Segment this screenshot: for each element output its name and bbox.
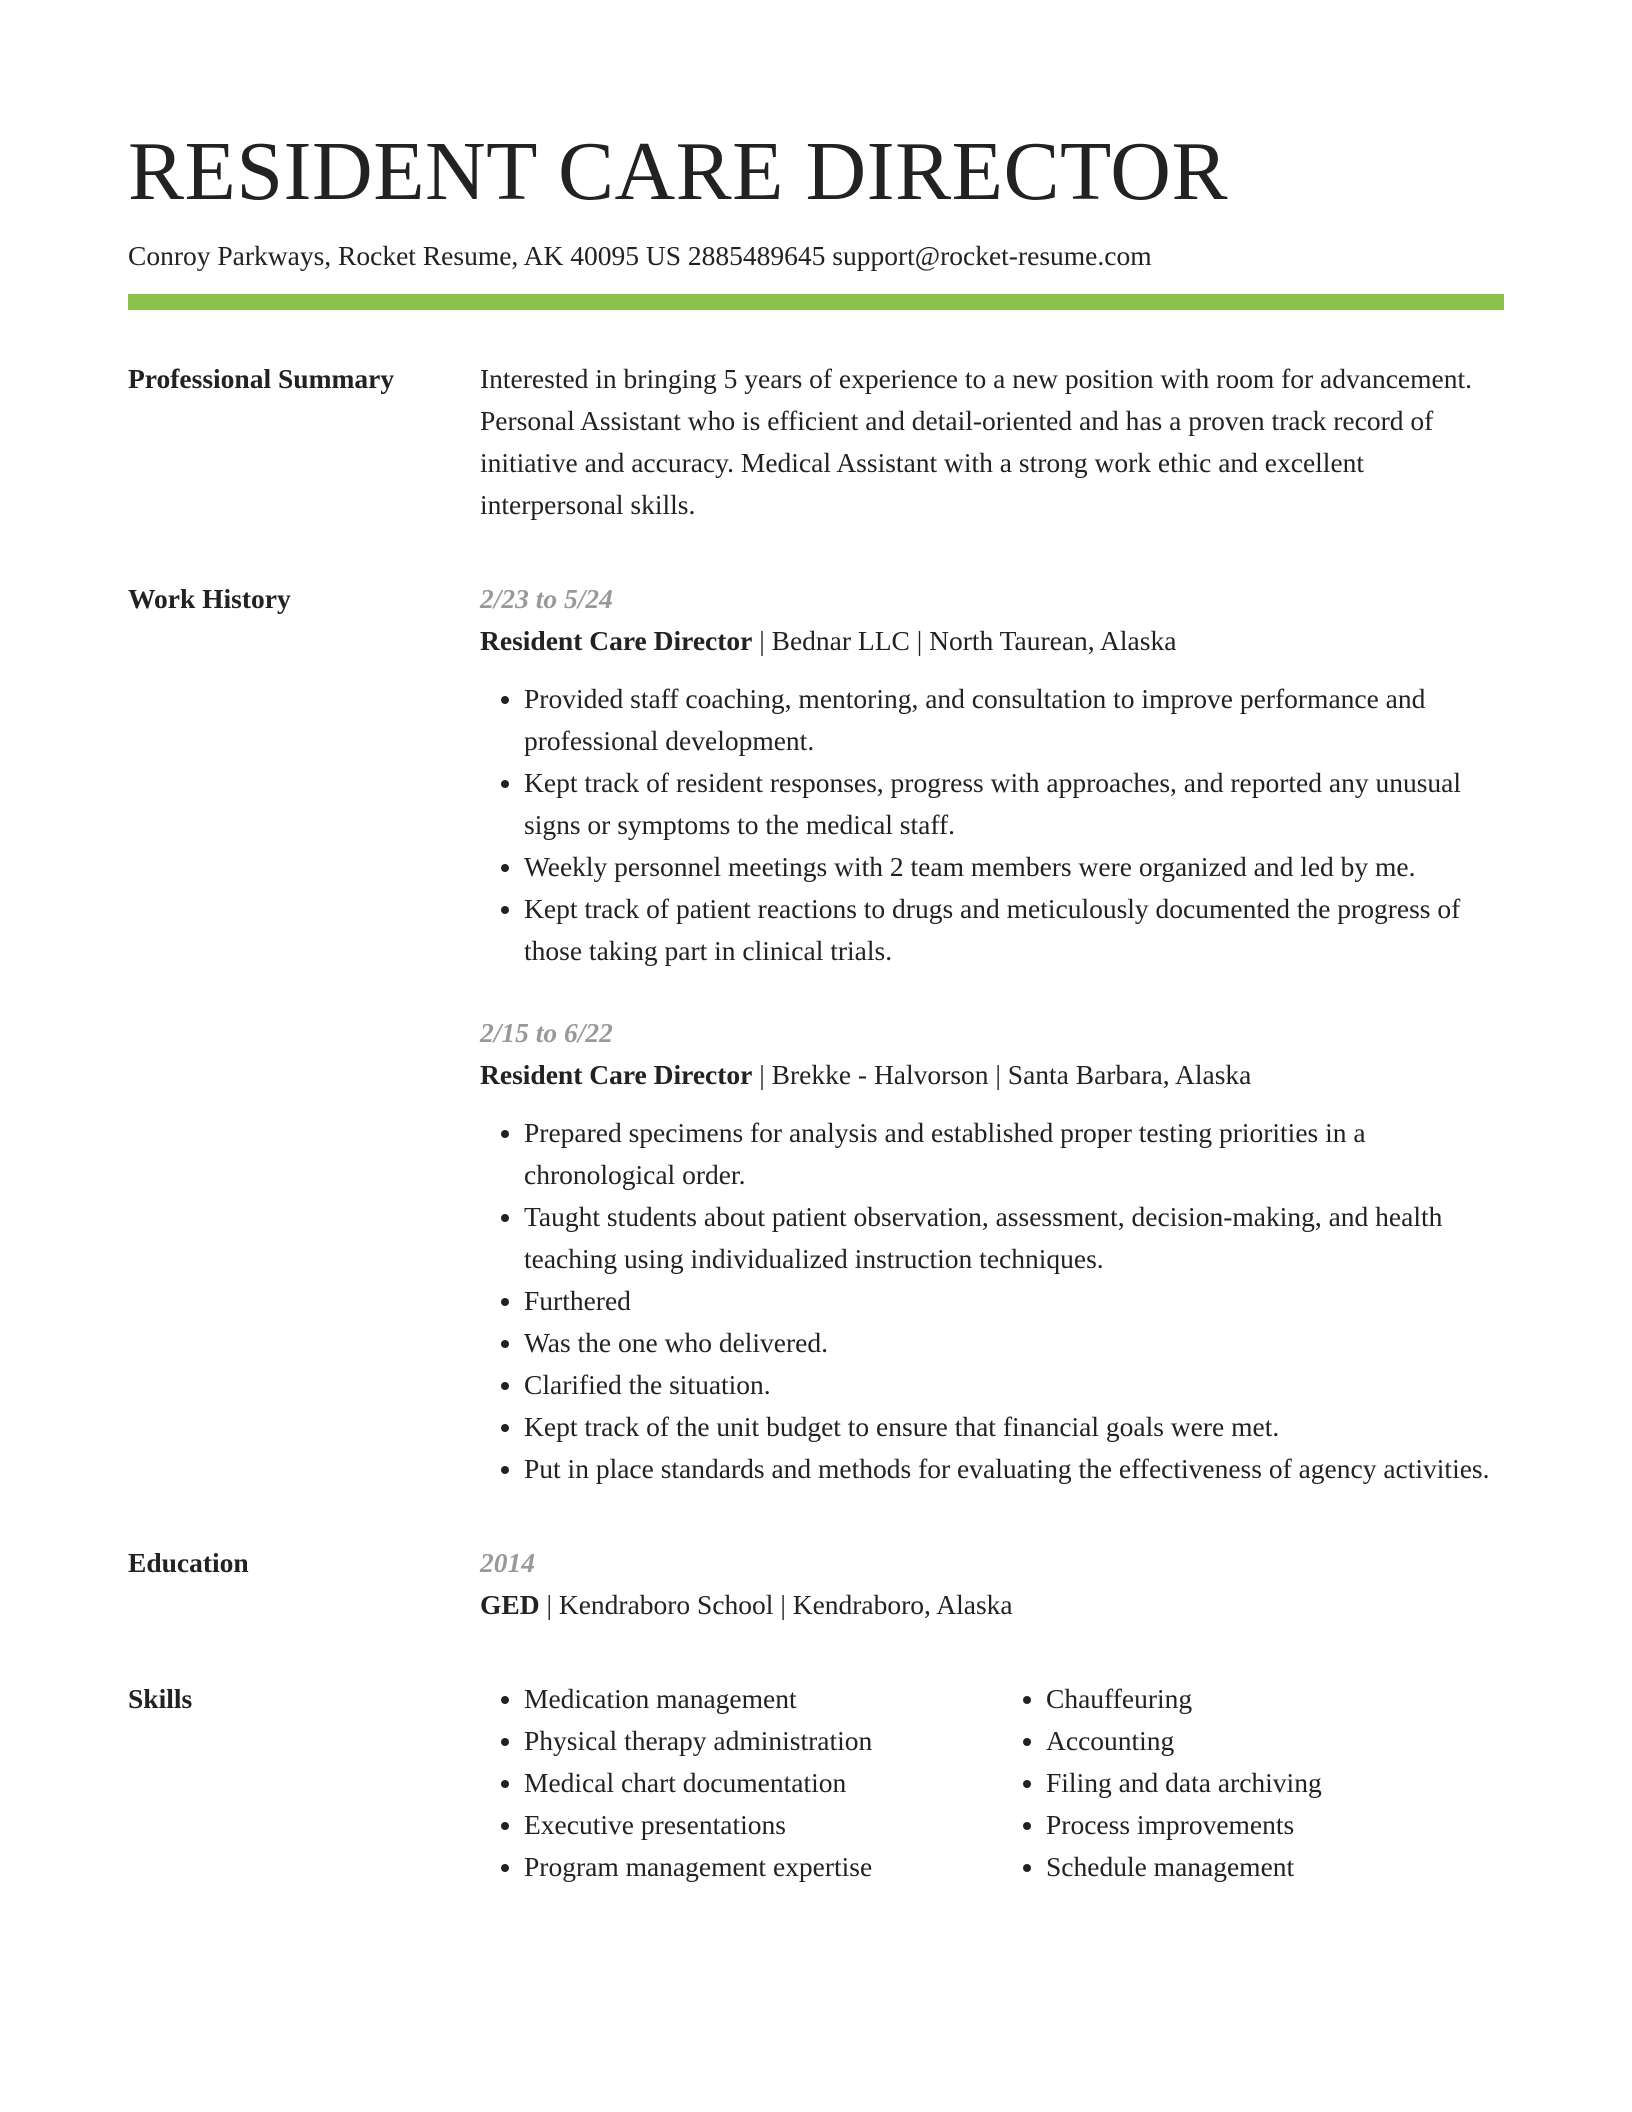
list-item: • Prepared specimens for analysis and established proper testing priorities in a chronological order.: [524, 1112, 1504, 1196]
section-title-summary: Professional Summary: [128, 362, 395, 394]
education-date: 2014: [480, 1546, 535, 1578]
list-item: • Weekly personnel meetings with 2 team members were organized and led by me.: [524, 846, 1504, 888]
job-dates: 2/23 to 5/24: [480, 582, 613, 614]
skills-list-right: [1002, 1678, 1504, 1888]
education-section: [128, 1542, 1504, 1626]
job-heading: [480, 620, 1504, 662]
section-title-skills: Skills: [128, 1682, 193, 1714]
list-item: • Was the one who delivered.: [524, 1322, 1504, 1364]
list-item: • Kept track of resident responses, progress with approaches, and reported any unusual signs or symptoms to the medical staff.: [524, 762, 1504, 846]
list-item: • Physical therapy administration: [524, 1720, 982, 1762]
list-item: • Program management expertise: [524, 1846, 982, 1888]
skills-section: [128, 1678, 1504, 1888]
contact-line: Conroy Parkways, Rocket Resume, AK 40095 US 2885489645 support@rocket-resume.com: [128, 240, 1152, 271]
list-item: • Furthered: [524, 1280, 1504, 1322]
list-item: • Schedule management: [1046, 1846, 1504, 1888]
list-item: • Provided staff coaching, mentoring, and consultation to improve performance and professional development.: [524, 678, 1504, 762]
list-item: • Medication management: [524, 1678, 982, 1720]
job-entry: [480, 578, 1504, 972]
list-item: • Chauffeuring: [1046, 1678, 1504, 1720]
summary-section: [128, 358, 1504, 526]
job-bullets: [480, 678, 1504, 972]
job-entry: [480, 1012, 1504, 1490]
accent-bar: [128, 294, 1504, 310]
job-dates: 2/15 to 6/22: [480, 1016, 613, 1048]
list-item: • Medical chart documentation: [524, 1762, 982, 1804]
list-item: • Process improvements: [1046, 1804, 1504, 1846]
resume-page: [128, 118, 1504, 1888]
degree: GED: [480, 1588, 540, 1620]
list-item: • Filing and data archiving: [1046, 1762, 1504, 1804]
job-title: Resident Care Director: [480, 1058, 753, 1090]
skills-list-left: [480, 1678, 982, 1888]
summary-text: Interested in bringing 5 years of experience to a new position with room for advancement. Personal Assistant who is efficient and detail-oriented and has a proven track record of initiative and accuracy. Medical Assistant with a strong work ethic and excellent interpersonal skills.: [480, 362, 1472, 520]
job-details: | Bednar LLC | North Taurean, Alaska: [752, 624, 1177, 656]
education-details: | Kendraboro School | Kendraboro, Alaska: [539, 1588, 1013, 1620]
section-title-education: Education: [128, 1546, 249, 1578]
list-item: • Clarified the situation.: [524, 1364, 1504, 1406]
section-title-work-history: Work History: [128, 582, 291, 614]
job-title: Resident Care Director: [480, 624, 753, 656]
education-heading: [480, 1584, 1504, 1626]
job-bullets: [480, 1112, 1504, 1490]
list-item: • Taught students about patient observation, assessment, decision-making, and health teaching using individualized instruction techniques.: [524, 1196, 1504, 1280]
list-item: • Kept track of patient reactions to drugs and meticulously documented the progress of those taking part in clinical trials.: [524, 888, 1504, 972]
list-item: • Accounting: [1046, 1720, 1504, 1762]
list-item: • Kept track of the unit budget to ensure that financial goals were met.: [524, 1406, 1504, 1448]
job-heading: [480, 1054, 1504, 1096]
list-item: • Put in place standards and methods for evaluating the effectiveness of agency activities.: [524, 1448, 1504, 1490]
job-details: | Brekke - Halvorson | Santa Barbara, Alaska: [752, 1058, 1252, 1090]
list-item: • Executive presentations: [524, 1804, 982, 1846]
work-history-section: [128, 578, 1504, 1490]
page-title: RESIDENT CARE DIRECTOR: [128, 125, 1228, 218]
